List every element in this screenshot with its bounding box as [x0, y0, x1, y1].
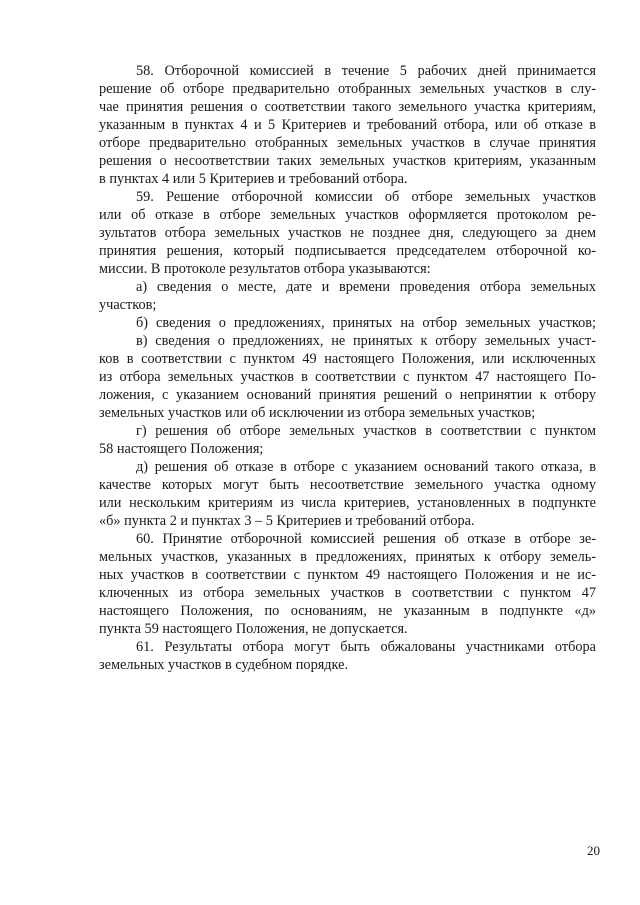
text-line: г) решения об отборе земельных участков в соответствии с пунктом — [136, 423, 596, 439]
text-line: 58 настоящего Положения; — [99, 441, 264, 457]
text-line: ных участков в соответствии с пунктом 49 настоящего Положения и не ис- — [99, 567, 596, 583]
text-line: отборе предварительно отобранных земельных участков в случае принятия — [99, 135, 596, 151]
text-line: 58. Отборочной комиссией в течение 5 рабочих дней принимается — [136, 63, 596, 79]
text-line: а) сведения о месте, дате и времени проведения отбора земельных — [136, 279, 596, 295]
text-line: настоящего Положения, по основаниям, не указанным в подпункте «д» — [99, 603, 596, 619]
text-line: решения о несоответствии таких земельных участков критериям, указанным — [99, 153, 596, 169]
text-line: ключенных из отбора земельных участков в соответствии с пунктом 47 — [99, 585, 596, 601]
text-line: участков; — [99, 297, 157, 313]
text-line: ложения, с указанием оснований принятия решений о непринятии к отбору — [99, 387, 596, 403]
text-line: миссии. В протоколе результатов отбора указываются: — [99, 261, 431, 277]
text-line: решение об отборе предварительно отобранных земельных участков в слу- — [99, 81, 596, 97]
text-line: пункта 59 настоящего Положения, не допускается. — [99, 621, 408, 637]
text-line: чае принятия решения о соответствии такого земельного участка критериям, — [99, 99, 596, 115]
text-line: из отбора земельных участков в соответствии с пунктом 47 настоящего По- — [99, 369, 596, 385]
text-line: «б» пункта 2 и пунктах 3 – 5 Критериев и требований отбора. — [99, 513, 475, 529]
text-line: принятия решения, который подписывается председателем отборочной ко- — [99, 243, 596, 259]
text-line: б) сведения о предложениях, принятых на отбор земельных участков; — [136, 315, 596, 331]
text-line: качестве которых могут быть несоответствие земельного участка одному — [99, 477, 596, 493]
text-line: 59. Решение отборочной комиссии об отборе земельных участков — [136, 189, 596, 205]
text-line: д) решения об отказе в отборе с указанием оснований такого отказа, в — [136, 459, 596, 475]
page-number: 20 — [587, 843, 600, 858]
text-line: земельных участков в судебном порядке. — [99, 657, 349, 673]
text-line: в) сведения о предложениях, не принятых к отбору земельных участ- — [136, 333, 596, 349]
text-line: или нескольким критериям из числа критериев, установленных в подпункте — [99, 495, 596, 511]
text-line: 60. Принятие отборочной комиссией решения об отказе в отборе зе- — [136, 531, 596, 547]
text-line: 61. Результаты отбора могут быть обжалованы участниками отбора — [136, 639, 596, 655]
text-line: в пунктах 4 или 5 Критериев и требований отбора. — [99, 171, 408, 187]
text-line: или об отказе в отборе земельных участков оформляется протоколом ре- — [99, 207, 596, 223]
document-body — [99, 62, 596, 674]
text-line: земельных участков или об исключении из отбора земельных участков; — [99, 405, 536, 421]
text-line: мельных участков, указанных в предложениях, принятых к отбору земель- — [99, 549, 596, 565]
text-line: ков в соответствии с пунктом 49 настоящего Положения, или исключенных — [99, 351, 596, 367]
text-line: указанным в пунктах 4 и 5 Критериев и требований отбора, или об отказе в — [99, 117, 596, 133]
text-line: зультатов отбора земельных участков не позднее дня, следующего за днем — [99, 225, 596, 241]
